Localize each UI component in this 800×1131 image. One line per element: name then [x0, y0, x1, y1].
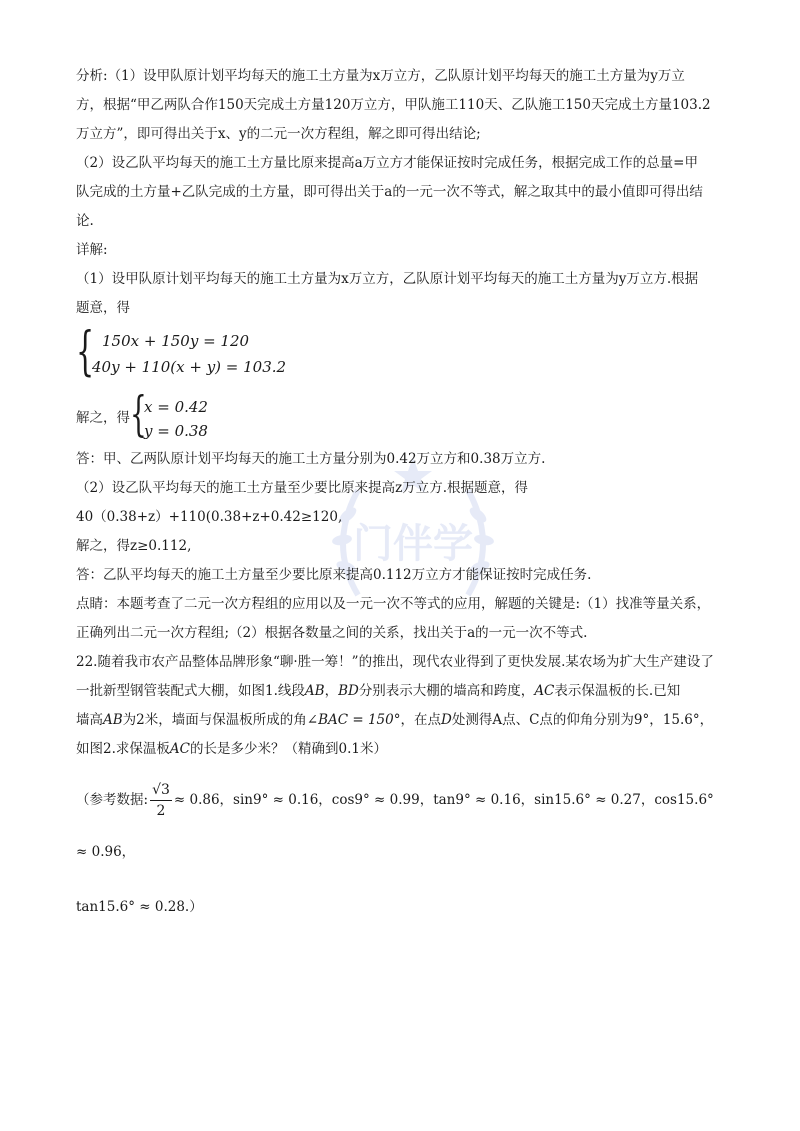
segment-bd: BD [338, 683, 359, 699]
segment-ac: AC [534, 683, 555, 699]
problem22-line-2 [76, 677, 728, 706]
analysis-line-3: 万立方”，即可得出关于x、y的二元一次方程组，解之即可得出结论; [76, 126, 481, 142]
brace: { [76, 322, 95, 382]
comment-line-2: 正确列出二元一次方程组;（2）根据各数量之间的关系，找出关于a的一元一次不等式. [76, 625, 588, 641]
text: ，在点 [400, 712, 441, 728]
fraction-denominator: 2 [156, 803, 166, 819]
problem22-line-1: 22.随着我市农产品整体品牌形象“聊·胜一筹！”的推出，现代农业得到了更快发展.某农场为扩大生产建设了 [76, 654, 714, 670]
analysis-line-2: 方，根据“甲乙两队合作150天完成土方量120万立方，甲队施工110天、乙队施工150天完成土方量103.2 [76, 97, 711, 113]
watermark-text: 门伴学 [353, 521, 473, 567]
segment-ab: AB [304, 683, 325, 699]
problem22-line-3 [76, 706, 728, 735]
segment-ac: AC [169, 741, 190, 757]
answer-2: 答：乙队平均每天的施工土方量至少要比原来提高0.112万立方才能保证按时完成任务. [76, 567, 592, 583]
analysis-line-5: 队完成的土方量+乙队完成的土方量，即可得出关于a的一元一次不等式，解之取其中的最小值即可得出结 [76, 184, 703, 200]
text: 表示保温板的长.已知 [554, 683, 681, 699]
text: 墙高 [76, 712, 103, 728]
text: 的长是多少米？（精确到0.1米） [189, 741, 387, 757]
equation-system [76, 322, 728, 383]
analysis-line-4: （2）设乙队平均每天的施工土方量比原来提高a万立方才能保证按时完成任务，根据完成工作的总量=甲 [76, 155, 698, 171]
text: 如图2.求保温板 [76, 741, 170, 757]
solution-line [76, 385, 728, 445]
equation-1: 150x + 150y = 120 [102, 332, 250, 350]
point-d: D [441, 712, 452, 728]
solution-y: y = 0.38 [144, 421, 208, 440]
fraction-numerator: √3 [150, 780, 172, 801]
detail-line-1: （1）设甲队原计划平均每天的施工土方量为x万立方，乙队原计划平均每天的施工土方量为y万立方.根据 [76, 271, 699, 287]
text: 一批新型钢管装配式大棚，如图1.线段 [76, 683, 305, 699]
angles: 9°，15.6°， [633, 712, 714, 728]
document-body [76, 62, 728, 922]
ref-values: ≈ 0.86，sin9° ≈ 0.16，cos9° ≈ 0.99，tan9° ≈ 0.16，sin15.6° ≈ 0.27，cos15.6° ≈ 0.96， [76, 792, 714, 860]
segment-ab: AB [103, 712, 123, 728]
equation-2: 40y + 110(x + y) = 103.2 [92, 358, 287, 376]
analysis-line-6: 论. [76, 213, 94, 229]
solve-prefix: 解之，得 [76, 410, 130, 426]
text: A点、C点的仰角分别为 [492, 712, 634, 728]
solution-system [130, 385, 220, 445]
solve-2: 解之，得z≥0.112, [76, 538, 192, 554]
text: 为2米，墙面与保温板所成的角 [122, 712, 307, 728]
solution-x: x = 0.42 [144, 397, 208, 416]
text: ， [324, 683, 339, 699]
inequality: 40（0.38+z）+110(0.38+z+0.42≥120, [76, 509, 343, 525]
text: 分别表示大棚的墙高和跨度， [358, 683, 535, 699]
analysis-text: （1）设甲队原计划平均每天的施工土方量为x万立方，乙队原计划平均每天的施工土方量为y万立 [107, 68, 685, 84]
comment-line-1: 点睛：本题考查了二元一次方程组的应用以及一元一次不等式的应用，解题的关键是:（1）找准等量关系， [76, 596, 711, 612]
text: 处测得 [451, 712, 493, 728]
analysis-label: 分析: [76, 68, 108, 84]
reference-data-line-2: tan15.6° ≈ 0.28.） [76, 899, 203, 915]
ref-open: （参考数据: [76, 792, 149, 808]
reference-data-line-1 [76, 774, 728, 878]
problem22-line-4 [76, 735, 728, 764]
detail-part2-line: （2）设乙队平均每天的施工土方量至少要比原来提高z万立方.根据题意，得 [76, 480, 528, 496]
detail-line-2: 题意，得 [76, 300, 130, 316]
fraction [150, 780, 172, 821]
answer-1: 答：甲、乙两队原计划平均每天的施工土方量分别为0.42万立方和0.38万立方. [76, 451, 546, 467]
analysis-line-1 [76, 62, 728, 91]
detail-label: 详解: [76, 242, 108, 258]
brace: { [130, 385, 147, 442]
angle-bac: ∠BAC = 150° [306, 712, 401, 728]
